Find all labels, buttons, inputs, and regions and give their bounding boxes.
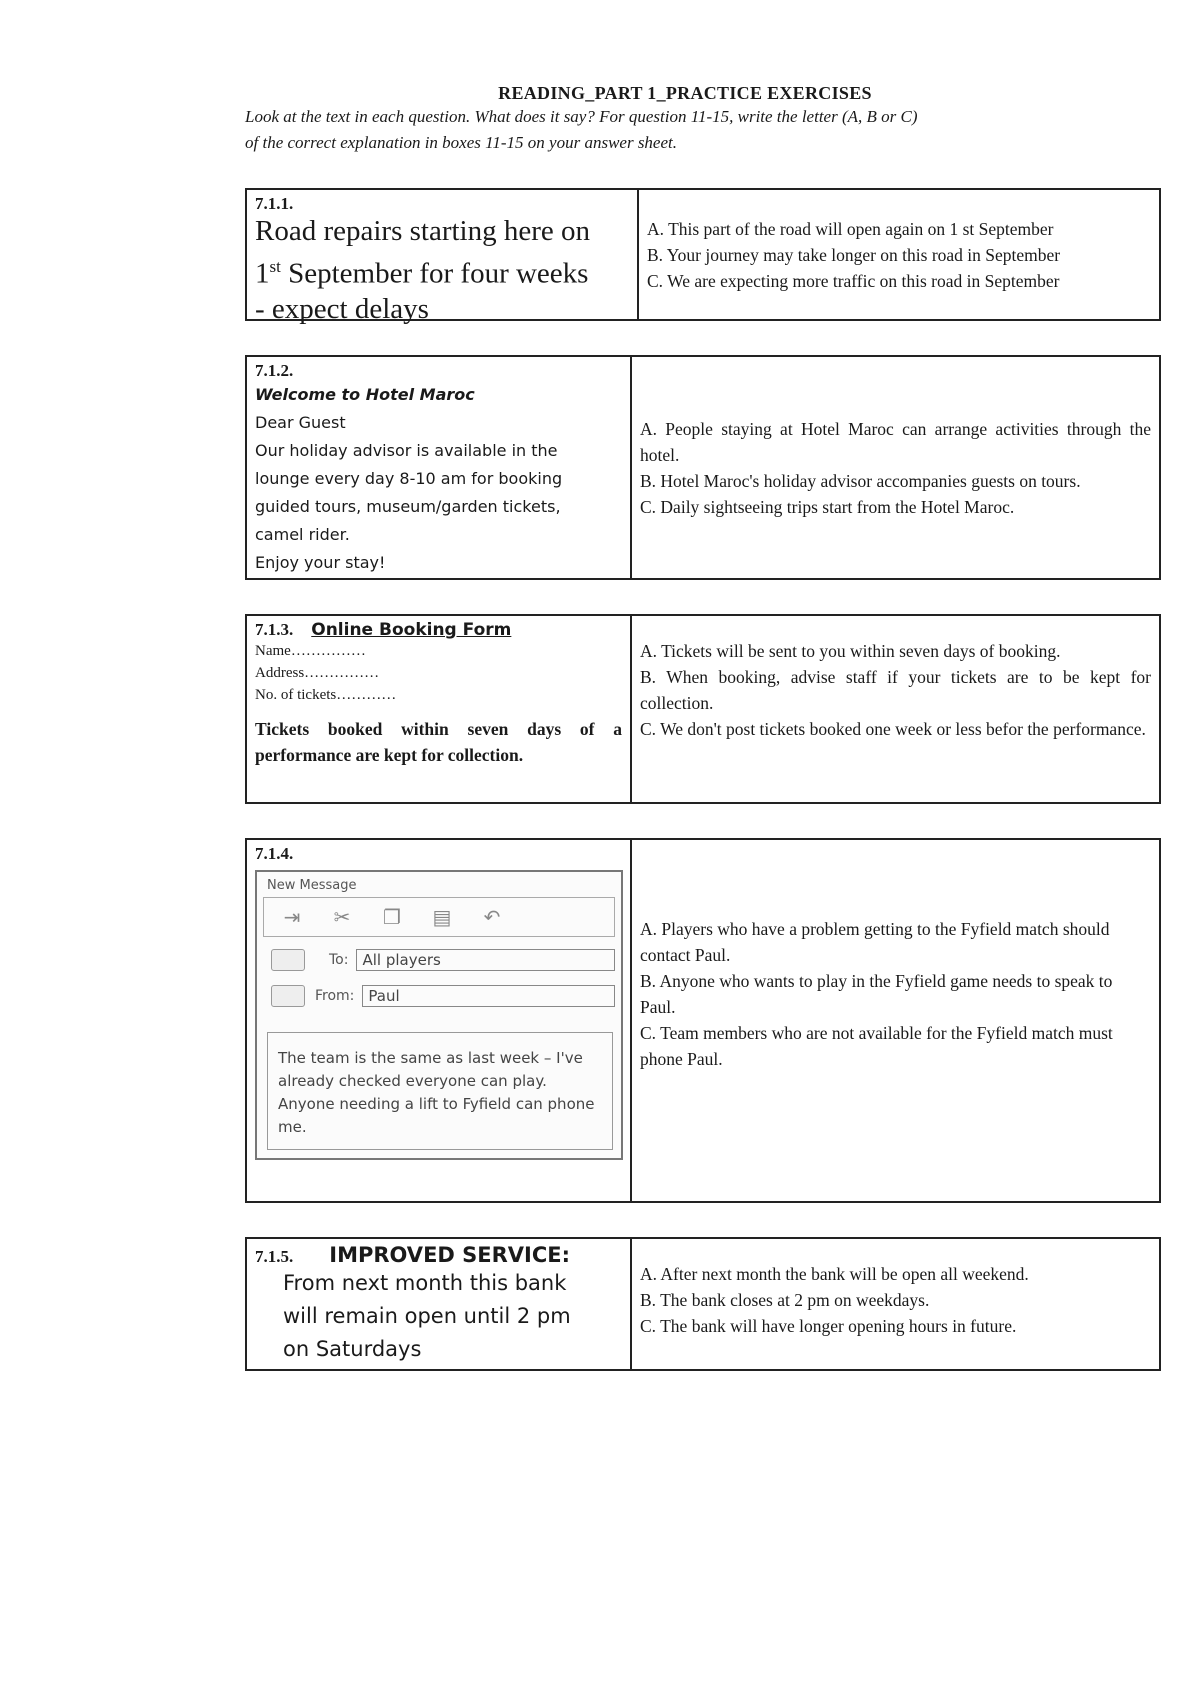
- to-field: All players: [356, 949, 615, 971]
- question-number: 7.1.1.: [255, 194, 294, 213]
- option-a: A. Tickets will be sent to you within seven days of booking.: [640, 641, 1061, 661]
- sign-date-number: 1: [255, 257, 270, 290]
- email-toolbar: [263, 897, 615, 937]
- message-body: The team is the same as last week – I've already checked everyone can play. Anyone needing a lift to Fyfield can phone me.: [267, 1032, 613, 1150]
- option-c: C. We are expecting more traffic on this road in September: [647, 270, 1060, 291]
- option-b: B. The bank closes at 2 pm on weekdays.: [640, 1290, 930, 1310]
- notice-line: Dear Guest: [255, 413, 346, 432]
- question-text-cell: [247, 1239, 632, 1369]
- notice-line: will remain open until 2 pm: [283, 1304, 571, 1328]
- instruction-line-2: of the correct explanation in boxes 11-15 on your answer sheet.: [245, 133, 677, 152]
- question-number: 7.1.5.: [255, 1247, 294, 1266]
- answer-options: [632, 616, 1159, 802]
- notice-title: Welcome to Hotel Maroc: [255, 385, 475, 404]
- window-title: New Message: [267, 878, 357, 893]
- from-label: From:: [315, 988, 355, 1004]
- option-c: C. The bank will have longer opening hours in future.: [640, 1316, 1017, 1336]
- undo-icon: ↶: [483, 905, 501, 929]
- option-a: A. Players who have a problem getting to the Fyfield match should contact Paul.: [640, 918, 1110, 965]
- cut-icon: ✂: [333, 905, 351, 929]
- question-text-cell: [247, 616, 632, 802]
- page-heading: [245, 83, 1125, 156]
- sign-line-2: [255, 249, 629, 292]
- answer-options: [632, 840, 1159, 1201]
- address-book-icon: [271, 949, 305, 971]
- question-7-1-1: [245, 188, 1161, 325]
- from-row: [271, 983, 615, 1009]
- option-b: B. Anyone who wants to play in the Fyfield game needs to speak to Paul.: [640, 970, 1113, 1017]
- question-7-1-3: [245, 614, 1161, 804]
- notice-line: lounge every day 8-10 am for booking: [255, 469, 563, 488]
- question-7-1-4: [245, 838, 1161, 1203]
- form-title: Online Booking Form: [311, 620, 512, 640]
- option-a: A. This part of the road will open again on 1 st September: [647, 218, 1054, 239]
- answer-options: [632, 1239, 1159, 1369]
- question-number: 7.1.4.: [255, 844, 294, 863]
- question-7-1-5: [245, 1237, 1161, 1371]
- address-book-icon: [271, 985, 305, 1007]
- option-c: C. Daily sightseeing trips start from the Hotel Maroc.: [640, 496, 1015, 517]
- question-7-1-2: [245, 355, 1161, 580]
- notice-line: Our holiday advisor is available in the: [255, 441, 558, 460]
- sign-date-suffix: st: [269, 257, 281, 276]
- sign-line-3: - expect delays: [255, 292, 429, 325]
- page-title: READING_PART 1_PRACTICE EXERCISES: [498, 83, 872, 103]
- option-c: C. We don't post tickets booked one week or less befor the performance.: [640, 719, 1146, 739]
- notice-line: camel rider.: [255, 525, 350, 544]
- notice-line: on Saturdays: [283, 1337, 422, 1361]
- form-field-address: Address……………: [255, 665, 380, 681]
- notice-heading: IMPROVED SERVICE:: [329, 1243, 571, 1267]
- instruction-line-1: Look at the text in each question. What does it say? For question 11-15, write the letter (A, B or C): [245, 107, 918, 126]
- email-window: [255, 870, 623, 1160]
- question-text-cell: [247, 357, 632, 578]
- sign-line-2-rest: September for four weeks: [280, 257, 589, 290]
- notice-line: guided tours, museum/garden tickets,: [255, 497, 561, 516]
- form-field-tickets: No. of tickets…………: [255, 687, 397, 703]
- answer-options: [639, 190, 1159, 319]
- option-c: C. Team members who are not available for the Fyfield match must phone Paul.: [640, 1022, 1113, 1069]
- form-note: Tickets booked within seven days of a performance are kept for collection.: [255, 719, 622, 765]
- to-label: To:: [329, 952, 349, 968]
- question-number: 7.1.3.: [255, 620, 294, 639]
- send-icon: ⇥: [283, 905, 301, 929]
- notice-line: Enjoy your stay!: [255, 553, 386, 572]
- form-field-name: Name……………: [255, 643, 366, 659]
- sign-line-1: Road repairs starting here on: [255, 215, 591, 247]
- from-field: Paul: [362, 985, 615, 1007]
- option-a: A. After next month the bank will be open all weekend.: [640, 1264, 1029, 1284]
- option-a: A. People staying at Hotel Maroc can arrange activities through the hotel.: [640, 418, 1151, 465]
- option-b: B. When booking, advise staff if your tickets are to be kept for collection.: [640, 667, 1151, 713]
- option-b: B. Hotel Maroc's holiday advisor accompanies guests on tours.: [640, 470, 1081, 491]
- road-sign-text: [255, 214, 629, 327]
- paste-icon: ▤: [432, 905, 452, 929]
- to-row: [271, 947, 615, 973]
- answer-options: [632, 357, 1159, 578]
- copy-icon: ❐: [383, 905, 401, 929]
- question-number: 7.1.2.: [255, 361, 294, 380]
- notice-line: From next month this bank: [283, 1271, 567, 1295]
- question-text-cell: [247, 190, 639, 325]
- option-b: B. Your journey may take longer on this road in September: [647, 244, 1061, 265]
- question-text-cell: [247, 840, 632, 1201]
